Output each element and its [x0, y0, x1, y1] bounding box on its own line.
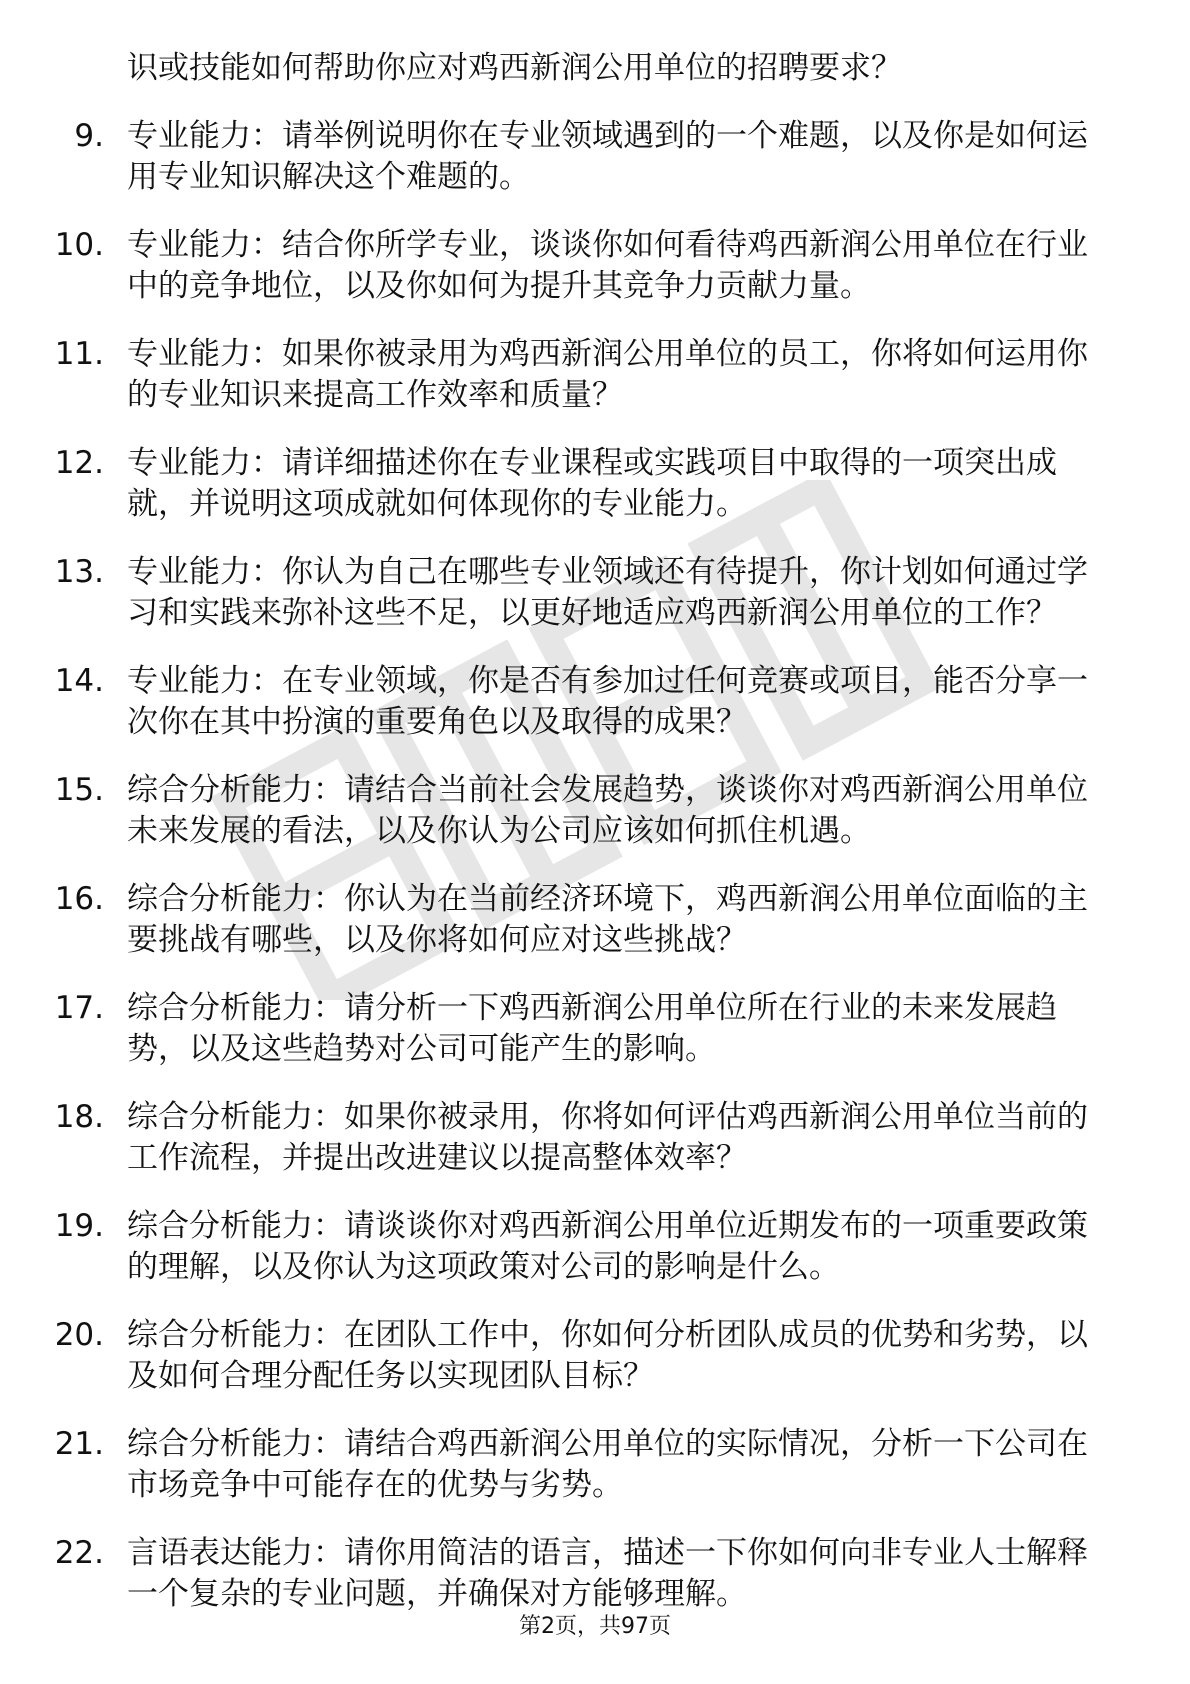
question-number: 9. — [74, 118, 104, 154]
question-text: 专业能力：结合你所学专业，谈谈你如何看待鸡西新润公用单位在行业中的竞争地位，以及你如何为提升其竞争力贡献力量。 — [127, 227, 1088, 304]
question-number: 21. — [54, 1426, 104, 1462]
question-item — [0, 1533, 1117, 1615]
question-text: 综合分析能力：如果你被录用，你将如何评估鸡西新润公用单位当前的工作流程，并提出改进建议以提高整体效率？ — [127, 1099, 1088, 1176]
question-item — [0, 988, 1117, 1070]
question-number: 18. — [54, 1099, 104, 1135]
question-number: 22. — [54, 1535, 104, 1571]
question-text: 专业能力：请详细描述你在专业课程或实践项目中取得的一项突出成就，并说明这项成就如何体现你的专业能力。 — [127, 445, 1057, 522]
question-item — [0, 1424, 1117, 1506]
question-text: 综合分析能力：在团队工作中，你如何分析团队成员的优势和劣势，以及如何合理分配任务以实现团队目标？ — [127, 1317, 1088, 1394]
question-item — [0, 1097, 1117, 1179]
question-text: 综合分析能力：请分析一下鸡西新润公用单位所在行业的未来发展趋势，以及这些趋势对公司可能产生的影响。 — [127, 990, 1057, 1067]
question-item — [0, 443, 1117, 525]
question-text: 综合分析能力：请结合鸡西新润公用单位的实际情况，分析一下公司在市场竞争中可能存在的优势与劣势。 — [127, 1426, 1088, 1503]
question-item — [0, 225, 1117, 307]
question-item — [0, 1315, 1117, 1397]
question-item — [0, 770, 1117, 852]
question-item — [0, 1206, 1117, 1288]
question-text: 言语表达能力：请你用简洁的语言，描述一下你如何向非专业人士解释一个复杂的专业问题，并确保对方能够理解。 — [127, 1535, 1088, 1612]
question-number: 15. — [54, 772, 104, 808]
question-item — [0, 334, 1117, 416]
question-number: 20. — [54, 1317, 104, 1353]
question-item — [0, 116, 1117, 198]
question-number: 10. — [54, 227, 104, 263]
question-text: 综合分析能力：请谈谈你对鸡西新润公用单位近期发布的一项重要政策的理解，以及你认为这项政策对公司的影响是什么。 — [127, 1208, 1088, 1285]
question-text: 综合分析能力：你认为在当前经济环境下，鸡西新润公用单位面临的主要挑战有哪些，以及你将如何应对这些挑战？ — [127, 881, 1088, 958]
question-text: 专业能力：如果你被录用为鸡西新润公用单位的员工，你将如何运用你的专业知识来提高工作效率和质量？ — [127, 336, 1088, 413]
question-number: 12. — [54, 445, 104, 481]
question-number: 16. — [54, 881, 104, 917]
question-text: 专业能力：在专业领域，你是否有参加过任何竞赛或项目，能否分享一次你在其中扮演的重要角色以及取得的成果？ — [127, 663, 1088, 740]
question-text: 专业能力：请举例说明你在专业领域遇到的一个难题，以及你是如何运用专业知识解决这个难题的。 — [127, 118, 1088, 195]
question-item — [0, 661, 1117, 743]
question-number: 19. — [54, 1208, 104, 1244]
question-item — [0, 552, 1117, 634]
continuation-text: 识或技能如何帮助你应对鸡西新润公用单位的招聘要求？ — [127, 50, 902, 86]
question-number: 17. — [54, 990, 104, 1026]
question-number: 11. — [54, 336, 104, 372]
question-text: 综合分析能力：请结合当前社会发展趋势，谈谈你对鸡西新润公用单位未来发展的看法，以及你认为公司应该如何抓住机遇。 — [127, 772, 1088, 849]
question-item — [0, 879, 1117, 961]
question-number: 13. — [54, 554, 104, 590]
question-number: 14. — [54, 663, 104, 699]
question-text: 专业能力：你认为自己在哪些专业领域还有待提升，你计划如何通过学习和实践来弥补这些不足，以更好地适应鸡西新润公用单位的工作？ — [127, 554, 1088, 631]
page-number-footer: 第2页，共97页 — [519, 1614, 671, 1639]
question-list — [0, 48, 1190, 1642]
